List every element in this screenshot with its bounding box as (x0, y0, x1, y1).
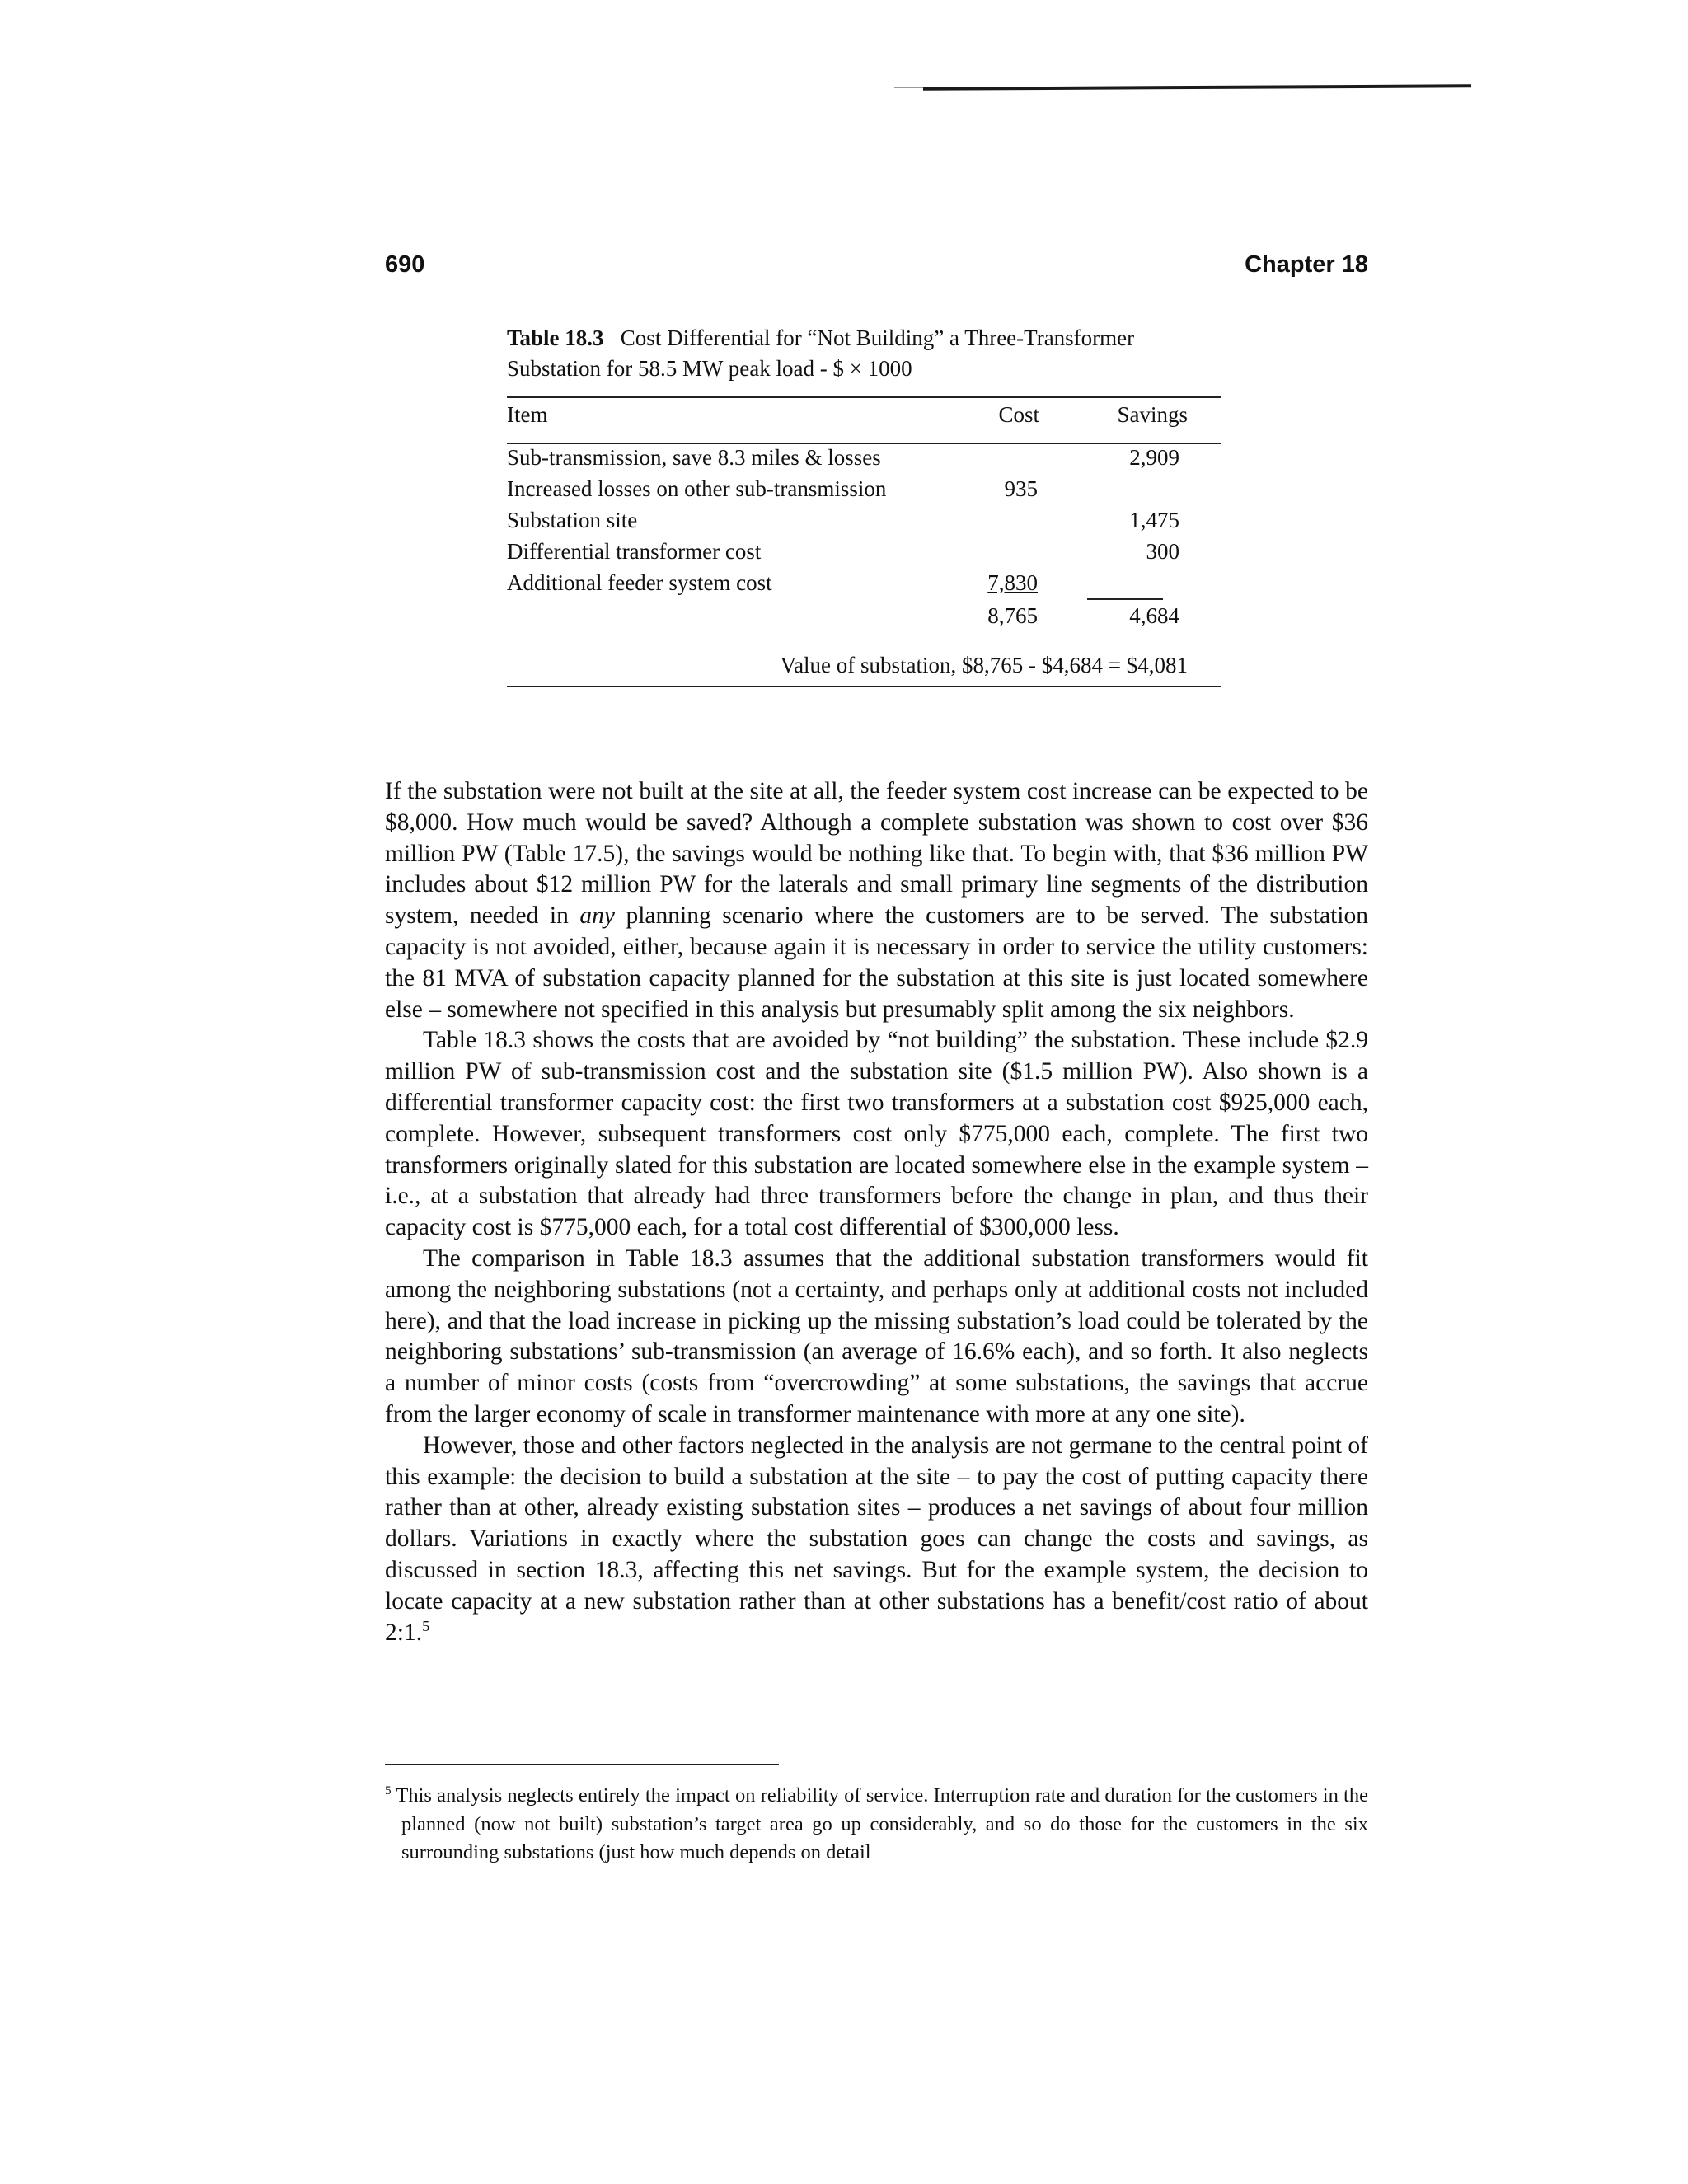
savings-subtotal-rule (1087, 598, 1163, 600)
table-header-row (507, 402, 1221, 435)
row-savings: 300 (1146, 539, 1179, 564)
footnote-ref: 5 (422, 1617, 430, 1634)
paragraph-text: However, those and other factors neglected in the analysis are not germane to the central point of this example: the decision to build a substation at the site – to pay the cost of putting capacity there rather than at other, already existing substation sites – produces a net savings of about four million dollars. Variations in exactly where the substation goes can change the costs and savings, as discussed in section 18.3, affecting this net savings. But for the example system, the decision to locate capacity at a new substation rather than at other substations has a benefit/cost ratio of about 2:1. (385, 1432, 1368, 1646)
emphasis: any (579, 902, 615, 930)
header-rule (923, 84, 1471, 90)
row-savings: 2,909 (1129, 445, 1179, 470)
caption-line-1: Cost Differential for “Not Building” a Three-Transformer (620, 326, 1135, 350)
table-row (507, 539, 1221, 572)
table-row (507, 508, 1221, 541)
column-header-item: Item (507, 402, 548, 427)
paragraph-text: planning scenario where the customers are to be served. The substation capacity is not avoided, either, because again it is necessary in order to service the utility customers: the 81 MVA of substation capacity planned for the substation at this site is just located somewhere else – somewhere not specified in this analysis but presumably split among the six neighbors. (385, 902, 1368, 1023)
table-row (507, 476, 1221, 509)
table-header-rule (507, 443, 1221, 444)
paragraph (385, 1431, 1368, 1649)
paragraph-text: If the substation were not built at the site at all, the feeder system cost increase can be expected to be $8,000. How much would be saved? Although a complete substation was shown to cost over $36 million PW (Table 17.5), the savings would be nothing like that. To begin with, that $36 million PW includes about $12 million PW for the laterals and small primary line segments of the distribution system, needed in (385, 778, 1368, 930)
column-header-savings: Savings (1117, 402, 1188, 427)
header-rule-faint (894, 87, 927, 88)
chapter-title: Chapter 18 (1245, 251, 1368, 278)
table-totals-row (507, 603, 1221, 636)
value-of-substation: Value of substation, $8,765 - $4,684 = $4,081 (780, 653, 1188, 677)
footnote (385, 1782, 1368, 1868)
paragraph (385, 776, 1368, 1025)
caption-line-2: Substation for 58.5 MW peak load - $ × 1000 (507, 356, 912, 381)
row-item: Additional feeder system cost (507, 570, 772, 595)
row-item: Differential transformer cost (507, 539, 762, 564)
footnote-marker: 5 (385, 1783, 392, 1797)
row-cost: 7,830 (987, 570, 1038, 595)
row-item: Substation site (507, 508, 638, 532)
table-top-rule (507, 396, 1221, 398)
table-caption (507, 323, 1221, 384)
page-number: 690 (385, 251, 425, 278)
footnote-text: This analysis neglects entirely the impact on reliability of service. Interruption rate and duration for the customers in the planned (now not built) substation’s target area go up considerably, and so do those for the customers in the six surrounding substations (just how much depends on detail (396, 1784, 1368, 1863)
table-18-3 (507, 323, 1221, 677)
row-savings: 1,475 (1129, 508, 1179, 532)
total-savings: 4,684 (1129, 603, 1179, 628)
row-cost: 935 (1004, 476, 1038, 501)
table-bottom-rule (507, 686, 1221, 687)
table-label: Table 18.3 (507, 326, 604, 350)
row-item: Increased losses on other sub-transmission (507, 476, 887, 501)
table-row (507, 445, 1221, 478)
paragraph: The comparison in Table 18.3 assumes that the additional substation transformers would fit among the neighboring substations (not a certainty, and perhaps only at additional costs not included here), and that the load increase in picking up the missing substation’s load could be tolerated by the neighboring substations’ sub-transmission (an average of 16.6% each), and so forth. It also neglects a number of minor costs (costs from “overcrowding” at some substations, the savings that accrue from the larger economy of scale in transformer maintenance with more at any one site). (385, 1244, 1368, 1427)
total-cost: 8,765 (987, 603, 1038, 628)
body-text (385, 776, 1368, 1648)
row-item: Sub-transmission, save 8.3 miles & losses (507, 445, 881, 470)
footnote-rule (385, 1764, 779, 1765)
column-header-cost: Cost (998, 402, 1039, 427)
paragraph: Table 18.3 shows the costs that are avoided by “not building” the substation. These include $2.9 million PW of sub-transmission cost and the substation site ($1.5 million PW). Also shown is a differential transformer capacity cost: the first two transformers at a substation cost $925,000 each, complete. However, subsequent transformers cost only $775,000 each, complete. The first two transformers originally slated for this substation are located somewhere else in the example system – i.e., at a substation that already had three transformers before the change in plan, and thus their capacity cost is $775,000 each, for a total cost differential of $300,000 less. (385, 1027, 1368, 1241)
page-header (385, 251, 1368, 284)
